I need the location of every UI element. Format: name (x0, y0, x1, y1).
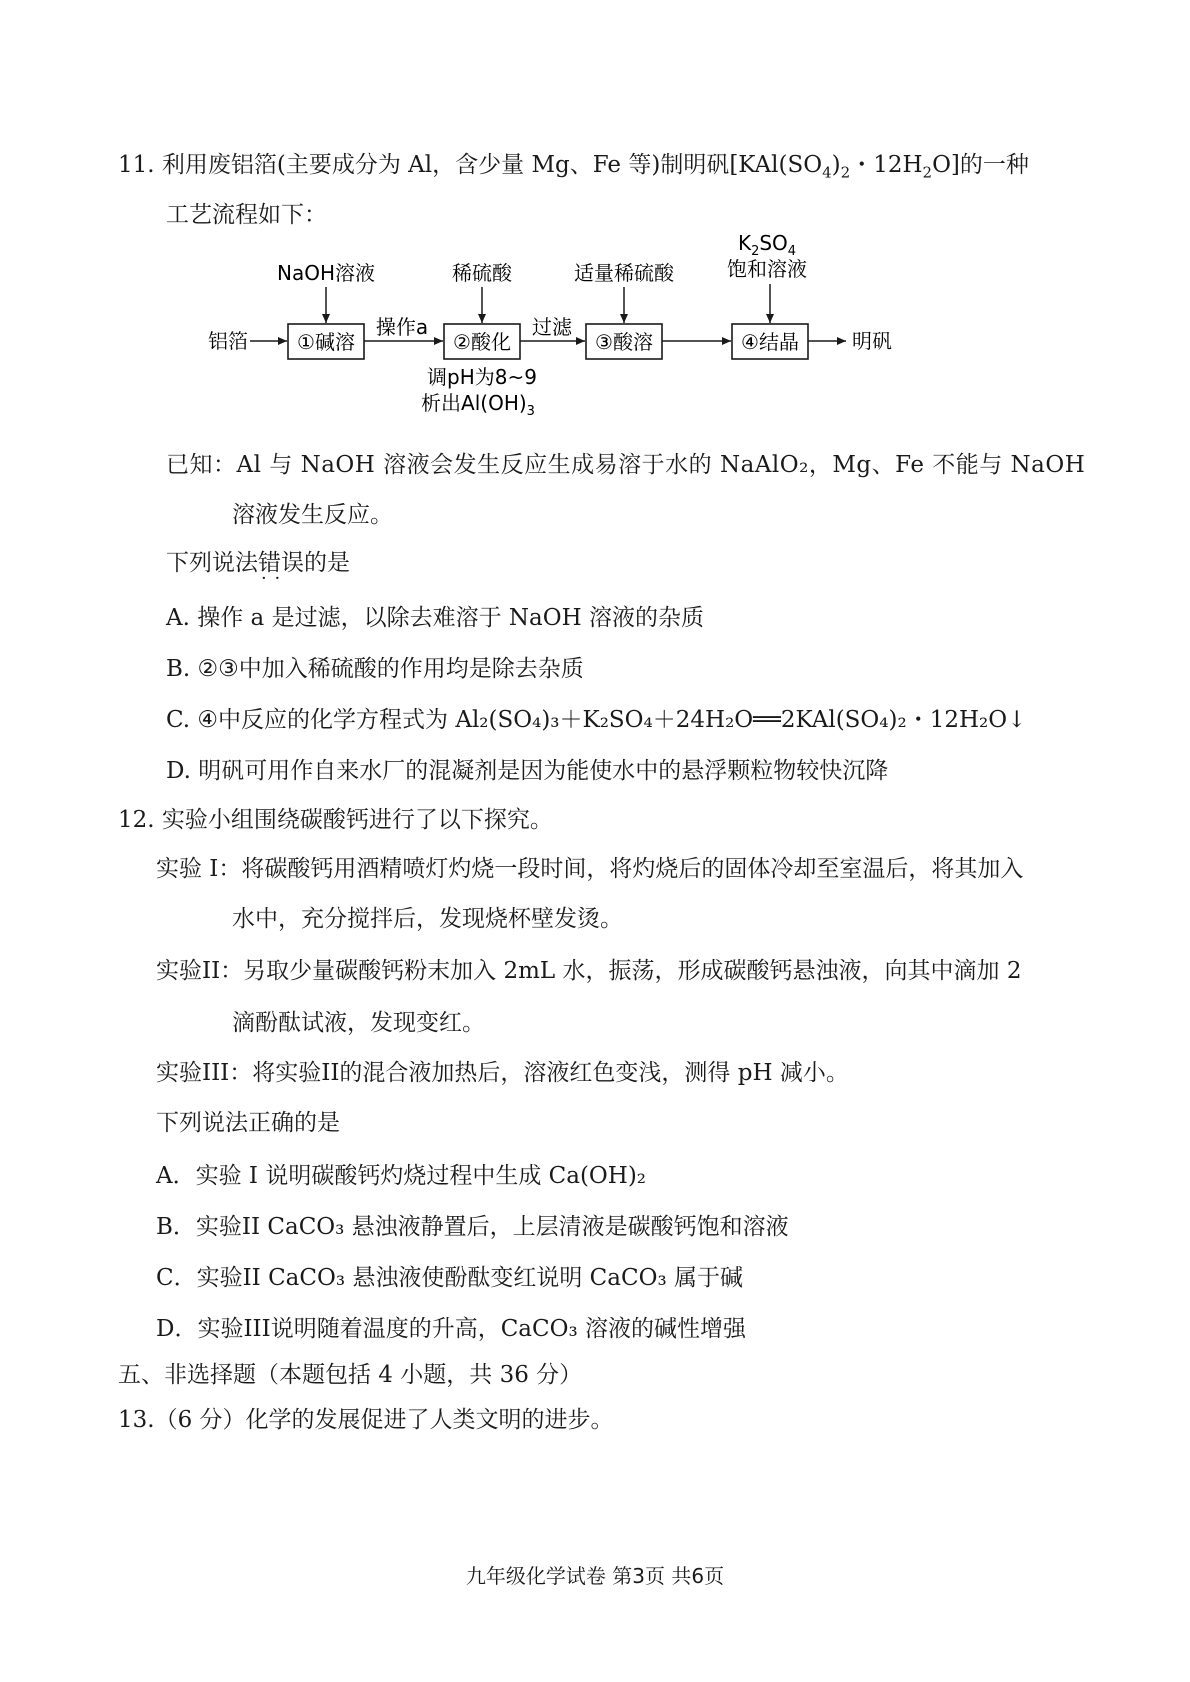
q12-exp2-line1: 实验II：另取少量碳酸钙粉末加入 2mL 水，振荡，形成碳酸钙悬浊液，向其中滴加 2 (156, 958, 1022, 984)
k-letter: K (737, 231, 752, 255)
flow-input-2-label: 稀硫酸 (452, 261, 512, 285)
flow-input-1-label: NaOH溶液 (277, 261, 375, 285)
sub: 2 (751, 244, 760, 259)
q12-option-a: A．实验 I 说明碳酸钙灼烧过程中生成 Ca(OH)₂ (156, 1163, 647, 1189)
flow-end-label: 明矾 (852, 329, 892, 353)
process-flow-diagram (0, 0, 1190, 420)
q12-option-d: D．实验III说明随着温度的升高，CaCO₃ 溶液的碱性增强 (156, 1316, 746, 1342)
sub: 4 (822, 163, 832, 182)
sub: 2 (840, 163, 851, 182)
q11-option-b: B. ②③中加入稀硫酸的作用均是除去杂质 (166, 656, 584, 682)
section-heading: 五、非选择题（本题包括 4 小题，共 36 分） (118, 1362, 583, 1388)
q11-stem-text-c: ) (831, 152, 841, 178)
flow-input-4-formula (738, 231, 796, 259)
q11-stem-text-e: ・12H (850, 152, 923, 178)
q11-question (166, 548, 350, 578)
q11-option-a: A. 操作 a 是过滤，以除去难溶于 NaOH 溶液的杂质 (166, 605, 704, 631)
q11-ask-text-end: 的是 (304, 550, 350, 576)
page-footer: 九年级化学试卷 第3页 共6页 (465, 1564, 725, 1588)
sub: 4 (787, 244, 797, 259)
q11-option-d: D. 明矾可用作自来水厂的混凝剂是因为能使水中的悬浮颗粒物较快沉降 (166, 758, 889, 784)
q11-stem-line2: 工艺流程如下： (166, 202, 327, 228)
q12-option-c: C．实验II CaCO₃ 悬浊液使酚酞变红说明 CaCO₃ 属于碱 (156, 1265, 743, 1291)
flow-input-3-label: 适量稀硫酸 (574, 261, 674, 285)
so-letters: SO (759, 231, 788, 255)
q11-option-c: C. ④中反应的化学方程式为 Al₂(SO₄)₃＋K₂SO₄＋24H₂O══2KAl(SO₄)₂・12H₂O↓ (166, 707, 1027, 733)
flow-note-1: 调pH为8~9 (427, 365, 537, 389)
flow-start-label: 铝箔 (208, 329, 248, 353)
q11-stem-text-g: O]的一种 (932, 152, 1029, 178)
flow-input-4-label: 饱和溶液 (727, 257, 807, 281)
q12-question: 下列说法正确的是 (156, 1110, 340, 1136)
q11-ask-emphasis: 错误 · · (258, 550, 304, 576)
flow-op-2-label: 过滤 (532, 315, 572, 339)
flow-box-4-label: ④结晶 (741, 330, 799, 354)
sub: 2 (922, 163, 933, 182)
flow-box-2-label: ②酸化 (453, 330, 511, 354)
q11-stem-text-a: 11. 利用废铝箔(主要成分为 Al，含少量 Mg、Fe 等)制明矾[KAl(SO (118, 152, 823, 178)
flow-box-1-label: ①碱溶 (297, 330, 355, 354)
q11-ask-text: 下列说法 (166, 550, 258, 576)
q11-known-line2: 溶液发生反应。 (232, 502, 393, 528)
q12-exp3: 实验III：将实验II的混合液加热后，溶液红色变浅，测得 pH 减小。 (156, 1060, 849, 1086)
q12-exp2-line2: 滴酚酞试液，发现变红。 (232, 1010, 485, 1036)
flow-note-2 (421, 391, 535, 419)
sub: 3 (526, 404, 535, 419)
flow-box-3-label: ③酸溶 (595, 330, 653, 354)
q11-known-line1: 已知：Al 与 NaOH 溶液会发生反应生成易溶于水的 NaAlO₂，Mg、Fe 不能与 NaOH (166, 452, 1086, 478)
q13-stem: 13.（6 分）化学的发展促进了人类文明的进步。 (118, 1407, 614, 1433)
flow-op-1-label: 操作a (375, 315, 429, 339)
q12-stem: 12. 实验小组围绕碳酸钙进行了以下探究。 (118, 807, 553, 833)
q12-exp1-line1: 实验 I：将碳酸钙用酒精喷灯灼烧一段时间，将灼烧后的固体冷却至室温后，将其加入 (156, 856, 1024, 882)
note2-text: 析出Al(OH) (421, 391, 527, 415)
q12-option-b: B．实验II CaCO₃ 悬浊液静置后，上层清液是碳酸钙饱和溶液 (156, 1214, 789, 1240)
q12-exp1-line2: 水中，充分搅拌后，发现烧杯壁发烫。 (232, 906, 623, 932)
